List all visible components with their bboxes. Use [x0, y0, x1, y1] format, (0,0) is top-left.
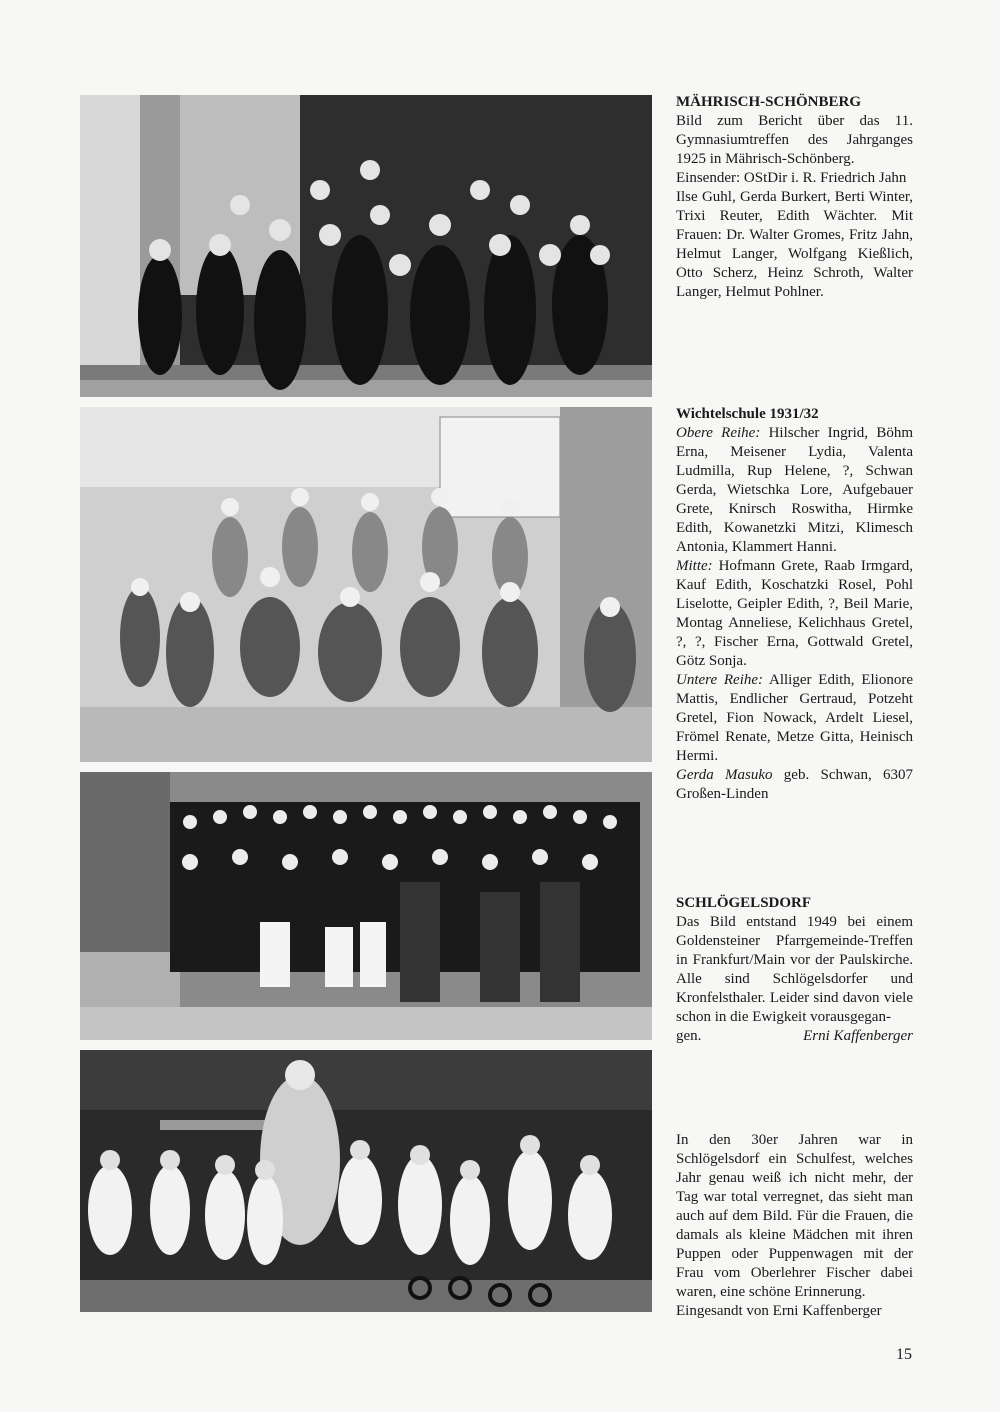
row-label: Mitte: [676, 558, 713, 574]
caption-maehrisch-schoenberg [676, 93, 913, 302]
photo-gymnasium-image [80, 95, 652, 397]
photo-schulfest-image [80, 1050, 652, 1312]
section-title: Wichtelschule 1931/32 [676, 406, 819, 422]
row-names: Hilscher Ingrid, Böhm Erna, Meisener Lydia, Valenta Ludmilla, Rup Helene, ?, Schwan Gerda, Wietschka Lore, Aufgebauer Grete, Knirsch Roswitha, Hirmke Edith, Kowanetzki Mitzi, Klimesch Antonia, Klammert Hanni. [676, 425, 913, 555]
photo-wichtelschule [80, 407, 652, 762]
caption-schulfest [676, 1131, 913, 1321]
row-label: Obere Reihe: [676, 425, 761, 441]
caption-schloegelsdorf [676, 894, 913, 1046]
photo-schloegelsdorf-1949 [80, 772, 652, 1040]
caption-paragraph: Das Bild entstand 1949 bei einem Goldensteiner Pfarrgemeinde-Treffen in Frankfurt/Main vor der Paulskirche. Alle sind Schlögelsdorfer und Kronfelsthaler. Leider sind davon viele schon in die Ewigkeit vorausgegan- [676, 914, 913, 1025]
row-names: Alliger Edith, Elionore Mattis, Endlicher Gertraud, Potzeht Gretel, Fion Nowack, Ardelt Liesel, Frömel Renate, Metze Gitta, Heinisch Hermi. [676, 672, 913, 764]
caption-wichtelschule [676, 405, 913, 804]
caption-line: Einsender: OStDir i. R. Friedrich Jahn [676, 170, 907, 186]
photo-schulfest [80, 1050, 652, 1312]
sender-line: Eingesandt von Erni Kaffenberger [676, 1303, 882, 1319]
row-names: Hofmann Grete, Raab Irmgard, Kauf Edith, Koschatzki Rosel, Pohl Liselotte, Geipler Edith, ?, Beil Marie, Montag Anneliese, Kelichhaus Gretel, ?, ?, Fischer Erna, Gottwald Gretel, Götz Sonja. [676, 558, 913, 669]
caption-paragraph [676, 671, 913, 766]
author-info: geb. Schwan, 6307 Großen-Linden [676, 767, 913, 802]
photo-gymnasium-treffen [80, 95, 652, 397]
caption-line: Ilse Guhl, Gerda Burkert, Berti Winter, Trixi Reuter, Edith Wächter. Mit Frauen: Dr. Walter Gromes, Fritz Jahn, Helmut Langer, Wolfgang Kießlich, Otto Scherz, Heinz Schroth, Walter Langer, Helmut Pohlner. [676, 189, 913, 300]
row-label: Untere Reihe: [676, 672, 764, 688]
section-title: SCHLÖGELSDORF [676, 895, 812, 911]
caption-paragraph [676, 424, 913, 557]
photo-wichtelschule-image [80, 407, 652, 762]
caption-paragraph [676, 766, 913, 804]
caption-paragraph: In den 30er Jahren war in Schlögelsdorf ein Schulfest, welches Jahr genau weiß ich nicht mehr, der Tag war total verregnet, das sieht man auch auf dem Bild. Für die Frauen, die damals als kleine Mädchen mit ihren Puppen oder Puppenwagen mit der Frau vom Oberlehrer Fischer dabei waren, eine schöne Erinnerung. [676, 1132, 913, 1300]
author-name: Gerda Masuko [676, 767, 773, 783]
photo-schloegelsdorf-image [80, 772, 652, 1040]
caption-paragraph [676, 557, 913, 671]
signature-line [676, 1027, 913, 1046]
signature: Erni Kaffenberger [803, 1028, 913, 1044]
caption-line: Bild zum Bericht über das 11. Gymnasiumtreffen des Jahrganges 1925 in Mährisch-Schönberg. [676, 113, 913, 167]
section-title: MÄHRISCH-SCHÖNBERG [676, 94, 862, 110]
last-word: gen. [676, 1028, 702, 1044]
page-number: 15 [896, 1346, 912, 1363]
